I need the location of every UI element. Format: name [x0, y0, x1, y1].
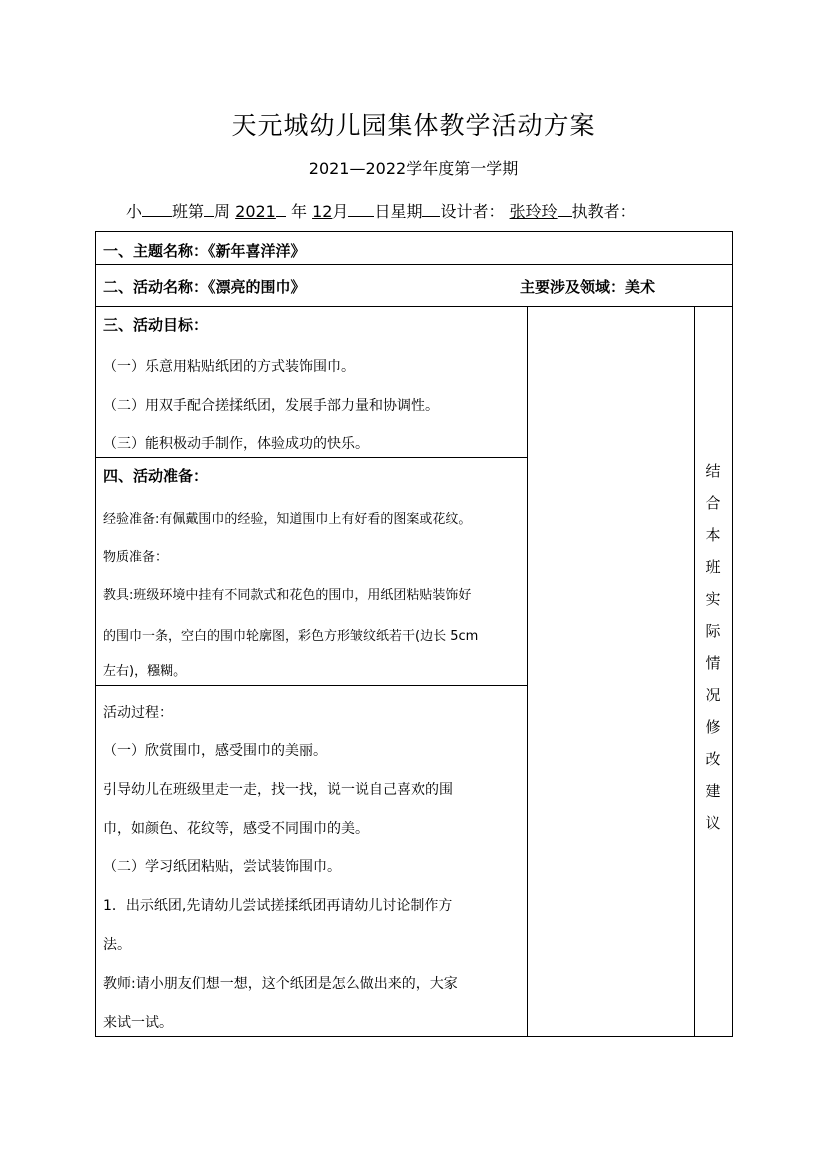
day-blank: [348, 201, 374, 217]
side-note-char: 班: [705, 558, 721, 576]
goals-heading: 三、活动目标：: [103, 316, 209, 334]
teacher-label: 执教者：: [571, 202, 636, 221]
side-note-char: 改: [705, 750, 721, 768]
side-note-char: 修: [705, 718, 721, 736]
designer-label: 设计者：: [440, 202, 505, 221]
side-note-char: 建: [705, 782, 721, 800]
info-line: [126, 199, 636, 222]
class-suffix: 班第: [172, 202, 205, 221]
side-note-char: 情: [705, 654, 721, 672]
row-divider-2: [95, 306, 733, 307]
row-divider-4: [95, 685, 527, 686]
process-line: 巾，如颜色、花纹等，感受不同围巾的美。: [103, 821, 369, 837]
week-label: 周: [214, 202, 231, 221]
side-note-char: 况: [705, 686, 721, 704]
activity-domain: 主要涉及领域：美术: [520, 278, 656, 296]
side-note-char: 实: [705, 590, 721, 608]
prep-line: 的围巾一条，空白的围巾轮廓图，彩色方形皱纹纸若干(边长 5cm: [103, 629, 479, 644]
process-line: 法。: [103, 937, 131, 953]
theme-name: 一、主题名称：《新年喜洋洋》: [103, 242, 306, 260]
prep-heading: 四、活动准备：: [103, 467, 209, 485]
side-note-char: 合: [705, 494, 721, 512]
process-line: 引导幼儿在班级里走一走，找一找，说一说自己喜欢的围: [103, 782, 453, 798]
year-label: 年: [290, 202, 307, 221]
prep-line: 物质准备：: [103, 550, 169, 565]
prep-line: 左右)，糨糊。: [103, 664, 187, 679]
process-line: 1．出示纸团,先请幼儿尝试搓揉纸团再请幼儿讨论制作方: [103, 898, 453, 914]
year-blank: [276, 201, 286, 217]
year-value: 2021: [235, 202, 276, 221]
designer-blank: [558, 201, 572, 217]
row-divider-3: [95, 457, 527, 458]
goal-item: （一）乐意用粘贴纸团的方式装饰围巾。: [103, 359, 355, 375]
class-prefix: 小: [126, 202, 143, 221]
process-line: 教师:请小朋友们想一想，这个纸团是怎么做出来的，大家: [103, 976, 458, 992]
col-divider-2: [694, 306, 695, 1036]
prep-line: 经验准备:有佩戴围巾的经验，知道围巾上有好看的图案或花纹。: [103, 512, 472, 527]
col-divider-1: [527, 306, 528, 1036]
side-note-char: 本: [705, 526, 721, 544]
document-subtitle: 2021—2022学年度第一学期: [308, 159, 519, 178]
process-line: 来试一试。: [103, 1015, 173, 1031]
side-note: [696, 455, 730, 839]
prep-line: 教具:班级环境中挂有不同款式和花色的围巾，用纸团粘贴装饰好: [103, 588, 472, 603]
class-blank: [142, 201, 172, 217]
process-line: 活动过程：: [103, 705, 173, 721]
month-value: 12: [312, 202, 333, 221]
week-blank: [204, 201, 214, 217]
side-note-char: 议: [705, 814, 721, 832]
process-line: （一）欣赏围巾，感受围巾的美丽。: [103, 743, 327, 759]
activity-name: 二、活动名称：《漂亮的围巾》: [103, 278, 306, 296]
row-divider-1: [95, 264, 733, 265]
day-label: 日星期: [374, 202, 423, 221]
goal-item: （三）能积极动手制作，体验成功的快乐。: [103, 436, 369, 452]
side-note-char: 结: [705, 462, 721, 480]
weekday-blank: [422, 201, 440, 217]
document-title: 天元城幼儿园集体教学活动方案: [231, 111, 596, 140]
side-note-char: 际: [705, 622, 721, 640]
process-line: （二）学习纸团粘贴，尝试装饰围巾。: [103, 859, 341, 875]
goal-item: （二）用双手配合搓揉纸团，发展手部力量和协调性。: [103, 398, 439, 414]
designer-name: 张玲玲: [509, 202, 558, 221]
month-label: 月: [332, 202, 349, 221]
